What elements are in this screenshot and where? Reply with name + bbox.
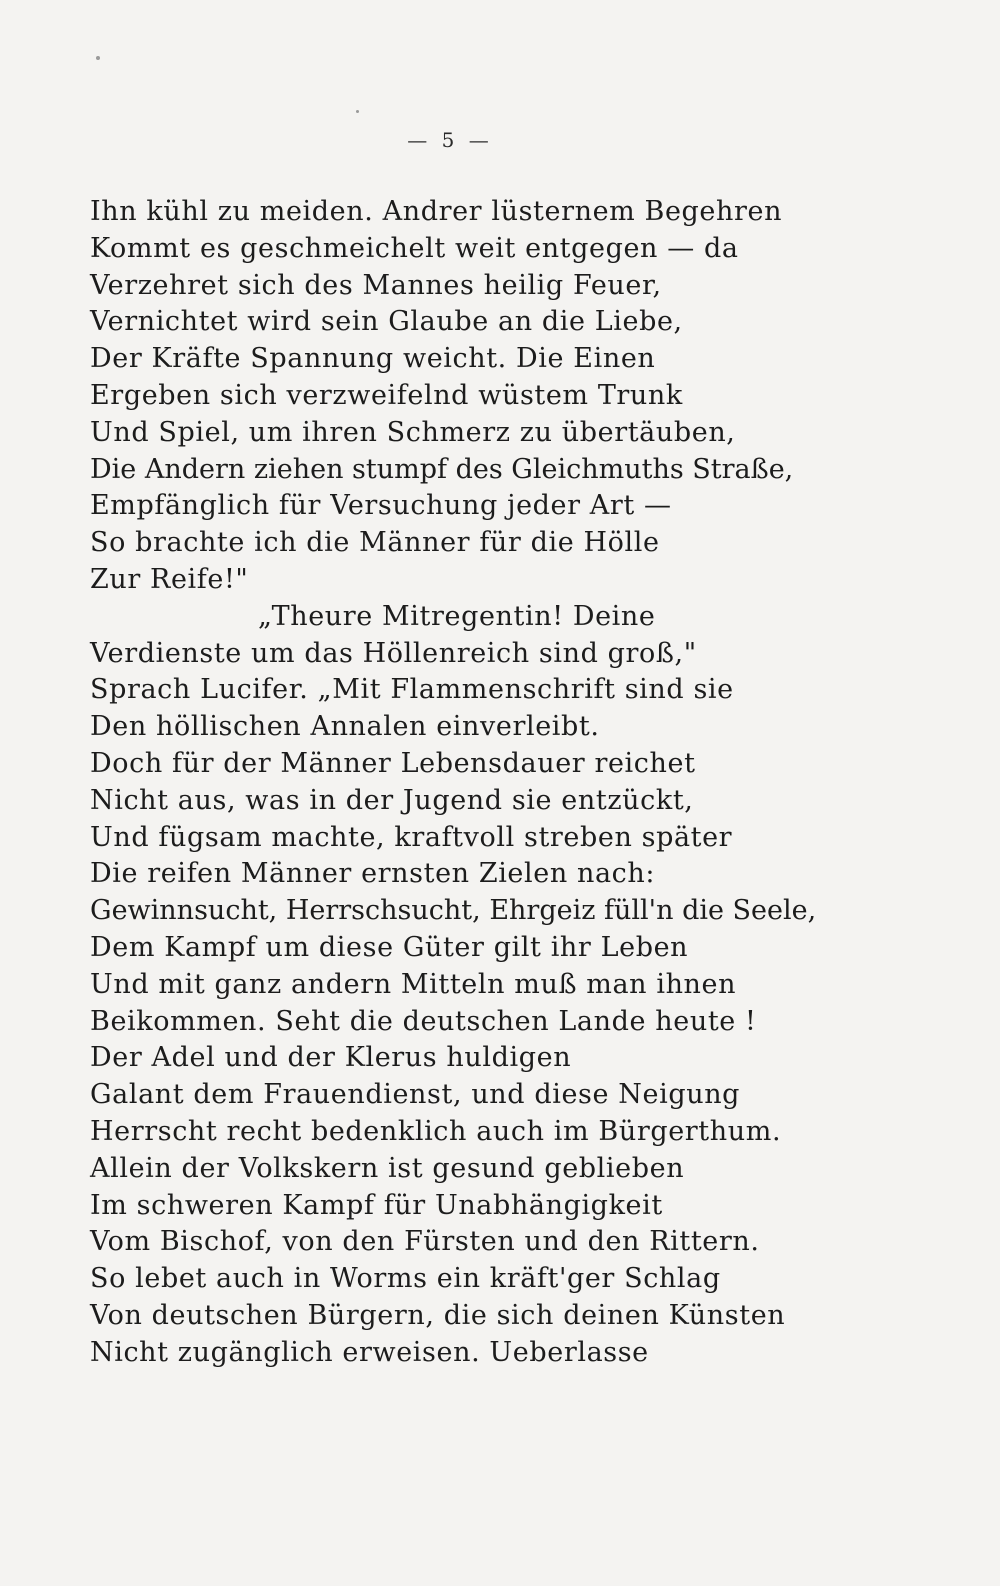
poem-line: Verdienste um das Höllenreich sind groß," xyxy=(90,637,697,669)
poem-line: Die reifen Männer ernsten Zielen nach: xyxy=(90,858,656,890)
poem-line: Vom Bischof, von den Fürsten und den Rittern. xyxy=(90,1226,760,1258)
poem-line: Nicht zugänglich erweisen. Ueberlasse xyxy=(90,1336,649,1368)
poem-line: Dem Kampf um diese Güter gilt ihr Leben xyxy=(90,931,689,963)
poem-line: Der Adel und der Klerus huldigen xyxy=(90,1042,572,1074)
poem-line: Im schweren Kampf für Unabhängigkeit xyxy=(90,1189,663,1221)
poem-line: Allein der Volkskern ist gesund geblieben xyxy=(90,1152,685,1184)
poem-text xyxy=(90,194,817,1372)
poem-line: Und Spiel, um ihren Schmerz zu übertäuben, xyxy=(90,416,736,448)
poem-line: Der Kräfte Spannung weicht. Die Einen xyxy=(90,343,656,375)
poem-line: Nicht aus, was in der Jugend sie entzückt, xyxy=(90,784,694,816)
poem-line: Vernichtet wird sein Glaube an die Liebe, xyxy=(90,306,683,338)
poem-line: Und fügsam machte, kraftvoll streben später xyxy=(90,821,733,853)
poem-line: Beikommen. Seht die deutschen Lande heute ! xyxy=(90,1005,757,1037)
poem-line: Herrscht recht bedenklich auch im Bürgerthum. xyxy=(90,1115,782,1147)
poem-line: So brachte ich die Männer für die Hölle xyxy=(90,527,660,559)
poem-line: Verzehret sich des Mannes heilig Feuer, xyxy=(90,269,662,301)
page-number: — 5 — xyxy=(407,128,493,152)
poem-line: Und mit ganz andern Mitteln muß man ihnen xyxy=(90,968,737,1000)
poem-line: So lebet auch in Worms ein kräft'ger Schlag xyxy=(90,1263,721,1295)
poem-line: Doch für der Männer Lebensdauer reichet xyxy=(90,747,696,779)
poem-line: Ergeben sich verzweifelnd wüstem Trunk xyxy=(90,379,683,411)
paper-speck xyxy=(356,110,359,113)
poem-line: Den höllischen Annalen einverleibt. xyxy=(90,711,600,743)
poem-line: Zur Reife!" xyxy=(90,563,249,595)
poem-line: Kommt es geschmeichelt weit entgegen — da xyxy=(90,232,739,264)
poem-line: Die Andern ziehen stumpf des Gleichmuths Straße, xyxy=(90,453,794,485)
poem-line: „Theure Mitregentin! Deine xyxy=(258,600,656,632)
poem-line: Empfänglich für Versuchung jeder Art — xyxy=(90,490,672,522)
poem-line: Gewinnsucht, Herrschsucht, Ehrgeiz füll'n die Seele, xyxy=(90,895,817,927)
poem-line: Galant dem Frauendienst, und diese Neigung xyxy=(90,1079,741,1111)
poem-line: Sprach Lucifer. „Mit Flammenschrift sind sie xyxy=(90,674,734,706)
poem-line: Ihn kühl zu meiden. Andrer lüsternem Begehren xyxy=(90,196,783,227)
poem-line: Von deutschen Bürgern, die sich deinen Künsten xyxy=(90,1299,786,1331)
paper-speck xyxy=(96,56,100,60)
